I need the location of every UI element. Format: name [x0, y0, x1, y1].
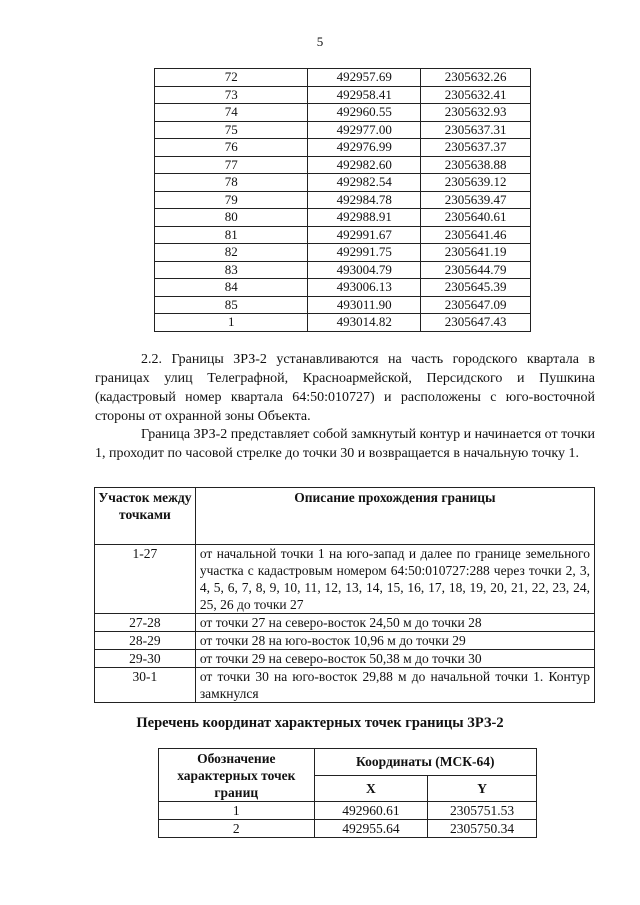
coord-x: 492955.64	[314, 820, 428, 838]
segment-cell: 29-30	[95, 650, 196, 668]
table-row	[155, 121, 531, 139]
point-number: 81	[155, 226, 308, 244]
coord-y: 2305639.12	[421, 174, 531, 192]
point-number: 1	[155, 314, 308, 332]
coord-x: 492988.91	[308, 209, 421, 227]
table-row	[95, 614, 595, 632]
point-number: 74	[155, 104, 308, 122]
table-row	[155, 191, 531, 209]
segment-cell: 30-1	[95, 668, 196, 703]
header-y: Y	[428, 775, 537, 802]
point-number: 80	[155, 209, 308, 227]
table-row	[155, 279, 531, 297]
coordinates-table-continued	[154, 68, 531, 332]
coord-y: 2305637.31	[421, 121, 531, 139]
coord-x: 492984.78	[308, 191, 421, 209]
coord-x: 493004.79	[308, 261, 421, 279]
table-row	[155, 104, 531, 122]
coord-y: 2305644.79	[421, 261, 531, 279]
description-cell: от точки 30 на юго-восток 29,88 м до начальной точки 1. Контур замкнулся	[195, 668, 594, 703]
coord-x: 492991.75	[308, 244, 421, 262]
description-cell: от точки 27 на северо-восток 24,50 м до точки 28	[195, 614, 594, 632]
coord-x: 493014.82	[308, 314, 421, 332]
table-row	[155, 174, 531, 192]
coord-y: 2305639.47	[421, 191, 531, 209]
coord-x: 492976.99	[308, 139, 421, 157]
point-number: 78	[155, 174, 308, 192]
table-row	[95, 650, 595, 668]
table-row	[155, 139, 531, 157]
table-row	[95, 668, 595, 703]
point-number: 79	[155, 191, 308, 209]
table-row	[155, 261, 531, 279]
segment-cell: 1-27	[95, 545, 196, 614]
coord-x: 493011.90	[308, 296, 421, 314]
boundary-description-table	[94, 487, 595, 703]
paragraph-text: Граница ЗРЗ-2 представляет собой замкнутый контур и начинается от точки 1, проходит по часовой стрелке до точки 30 и возвращается в начальную точку 1.	[95, 427, 595, 461]
description-cell: от точки 28 на юго-восток 10,96 м до точки 29	[195, 632, 594, 650]
segment-cell: 28-29	[95, 632, 196, 650]
table-row	[95, 632, 595, 650]
coord-y: 2305750.34	[428, 820, 537, 838]
coord-y: 2305641.19	[421, 244, 531, 262]
point-number: 72	[155, 69, 308, 87]
point-number: 76	[155, 139, 308, 157]
coord-x: 492960.61	[314, 802, 428, 820]
header-coordinates: Координаты (МСК-64)	[314, 749, 536, 776]
coord-x: 492958.41	[308, 86, 421, 104]
header-description: Описание прохождения границы	[195, 488, 594, 545]
paragraph-contour	[95, 425, 595, 463]
coord-y: 2305645.39	[421, 279, 531, 297]
page-number: 5	[316, 34, 324, 49]
paragraph-text: 2.2. Границы ЗРЗ-2 устанавливаются на часть городского квартала в границах улиц Телеграфной, Красноармейской, Персидского и Пушкина (кадастровый номер квартала 64:50:010727) и расположены с юго-восточной стороны от охранной зоны Объекта.	[95, 352, 595, 424]
table-row	[159, 802, 537, 820]
point-number: 73	[155, 86, 308, 104]
coord-y: 2305638.88	[421, 156, 531, 174]
coord-x: 492957.69	[308, 69, 421, 87]
coord-x: 493006.13	[308, 279, 421, 297]
coord-y: 2305632.93	[421, 104, 531, 122]
table-row	[155, 244, 531, 262]
coord-y: 2305632.26	[421, 69, 531, 87]
point-number: 75	[155, 121, 308, 139]
coordinates-table-zrz2	[158, 748, 537, 838]
coord-x: 492977.00	[308, 121, 421, 139]
table-row	[155, 209, 531, 227]
coord-y: 2305751.53	[428, 802, 537, 820]
point-number: 77	[155, 156, 308, 174]
header-point-label: Обозначение характерных точек границ	[159, 749, 315, 802]
coord-x: 492991.67	[308, 226, 421, 244]
table-row	[159, 820, 537, 838]
table-row	[95, 545, 595, 614]
coord-y: 2305647.43	[421, 314, 531, 332]
header-x: X	[314, 775, 428, 802]
point-number: 82	[155, 244, 308, 262]
table-row	[155, 69, 531, 87]
coord-y: 2305637.37	[421, 139, 531, 157]
coord-x: 492982.54	[308, 174, 421, 192]
point-number: 84	[155, 279, 308, 297]
coord-x: 492960.55	[308, 104, 421, 122]
coordinates-table-title: Перечень координат характерных точек границы ЗРЗ-2	[136, 715, 504, 731]
table-row	[155, 314, 531, 332]
point-number: 83	[155, 261, 308, 279]
table-row	[155, 296, 531, 314]
coord-x: 492982.60	[308, 156, 421, 174]
segment-cell: 27-28	[95, 614, 196, 632]
table-row	[155, 156, 531, 174]
coord-y: 2305640.61	[421, 209, 531, 227]
point-number: 85	[155, 296, 308, 314]
description-cell: от точки 29 на северо-восток 50,38 м до точки 30	[195, 650, 594, 668]
description-cell: от начальной точки 1 на юго-запад и далее по границе земельного участка с кадастровым номером 64:50:010727:288 через точки 2, 3, 4, 5, 6, 7, 8, 9, 10, 11, 12, 13, 14, 15, 16, 17, 18, 19, 20, 21, 22, 23, 24, 25, 26 до точки 27	[195, 545, 594, 614]
coord-y: 2305641.46	[421, 226, 531, 244]
table-row	[155, 86, 531, 104]
table-row	[155, 226, 531, 244]
coord-y: 2305632.41	[421, 86, 531, 104]
point-number: 2	[159, 820, 315, 838]
paragraph-2-2	[95, 350, 595, 426]
coord-y: 2305647.09	[421, 296, 531, 314]
point-number: 1	[159, 802, 315, 820]
header-segment: Участок между точками	[95, 488, 196, 545]
